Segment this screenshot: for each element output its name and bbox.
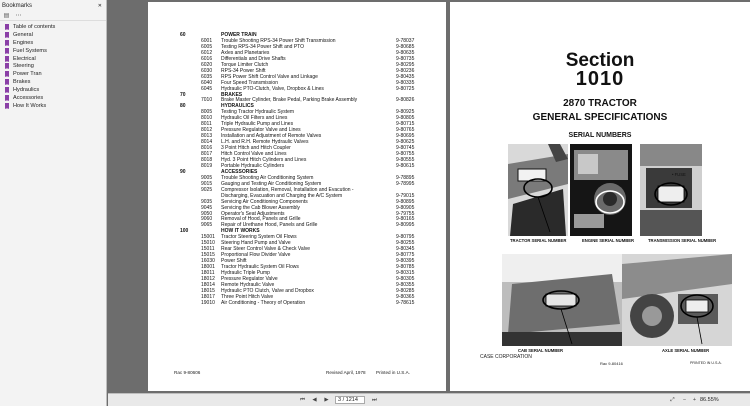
cab-serial-photo bbox=[502, 254, 622, 346]
toc-title: Compressor Isolation, Removal, Installation and Evacution - bbox=[221, 186, 354, 193]
toc-page-number: 9-78995 bbox=[396, 180, 415, 187]
bookmark-options-icon[interactable]: ▤ bbox=[3, 13, 10, 19]
toc-code: 6035 bbox=[201, 73, 213, 80]
next-page-button[interactable]: ▶ bbox=[324, 397, 329, 403]
toc-code: 6020 bbox=[201, 61, 213, 68]
toc-title: Portable Hydraulic Cylinders bbox=[221, 162, 285, 169]
toc-title: 3 Point Hitch and Hitch Coupler bbox=[221, 145, 291, 152]
section-label: Section bbox=[565, 50, 635, 71]
toc-title: L.H. and R.H. Remote Hydraulic Valves bbox=[221, 139, 309, 146]
toc-code: 18015 bbox=[201, 287, 215, 294]
bookmark-item[interactable] bbox=[0, 39, 106, 47]
toc-title: Discharging, Evacuation and Charging the A/C System bbox=[221, 192, 343, 199]
toc-page-number: 9-80995 bbox=[396, 222, 415, 229]
toc-title: Trouble Shooting RPS-34 Power Shift Transmission bbox=[221, 37, 336, 44]
toc-code: 9025 bbox=[201, 186, 213, 193]
bookmark-label: Fuel Systems bbox=[13, 47, 47, 54]
bookmark-icon bbox=[5, 71, 9, 77]
toc-code: 9060 bbox=[201, 216, 213, 223]
toc-code: 8018 bbox=[201, 156, 213, 163]
toc-code: 9005 bbox=[201, 174, 213, 181]
toc-title: RPS-34 Power Shift bbox=[221, 67, 266, 74]
bookmark-icon bbox=[5, 103, 9, 109]
bookmark-label: Steering bbox=[13, 63, 34, 70]
toc-title: Pressure Regulator Valve bbox=[221, 275, 278, 282]
toc-code: 8012 bbox=[201, 127, 213, 134]
zoom-out-button[interactable]: − bbox=[682, 397, 687, 403]
pdf-page-left bbox=[148, 2, 446, 391]
bookmark-icon bbox=[5, 87, 9, 93]
toc-page-number: 9-80775 bbox=[396, 252, 415, 259]
printed-in: Printed in U.S.A. bbox=[376, 370, 410, 375]
transmission-serial-photo bbox=[640, 144, 702, 236]
toc-code: 16030 bbox=[201, 258, 215, 265]
engine-serial-caption: ENGINE SERIAL NUMBER bbox=[582, 238, 635, 243]
bookmark-item[interactable] bbox=[0, 86, 106, 94]
toc-page-number: 9-80745 bbox=[396, 145, 415, 152]
rac-number-right: Rac 9-80416 bbox=[600, 361, 623, 366]
tractor-serial-caption: TRACTOR SERIAL NUMBER bbox=[510, 238, 567, 243]
bookmark-icon bbox=[5, 79, 9, 85]
bookmark-label: Brakes bbox=[13, 79, 31, 86]
toc-code: 8013 bbox=[201, 133, 213, 140]
toc-title: Four Speed Transmission bbox=[221, 79, 278, 86]
toc-code: 6016 bbox=[201, 55, 213, 62]
toc-page-number: 9-80435 bbox=[396, 73, 415, 80]
more-icon[interactable]: ⋯ bbox=[15, 13, 22, 19]
toc-page-number: 9-80925 bbox=[396, 109, 415, 116]
toc-code: 18011 bbox=[201, 270, 215, 276]
bookmark-icon bbox=[5, 63, 9, 69]
toc-page-number: 9-80315 bbox=[396, 270, 415, 276]
toc-page-number: 9-80295 bbox=[396, 61, 415, 68]
toc-page-number: 9-80355 bbox=[396, 281, 415, 288]
toc-title: Servicing Air Conditioning Components bbox=[221, 198, 308, 205]
bookmark-icon bbox=[5, 32, 9, 38]
last-page-button[interactable]: ⏭ bbox=[372, 397, 377, 403]
toc-page-number: 9-80715 bbox=[396, 121, 415, 128]
toc-section-number: 60 bbox=[180, 32, 186, 38]
toc-title: Removal of Hood, Panels and Grille bbox=[221, 216, 301, 223]
toc-page-number: 9-80395 bbox=[396, 258, 415, 265]
toc-section-number: 90 bbox=[180, 168, 186, 175]
toc-code: 9050 bbox=[201, 210, 213, 217]
toc-page-number: 9-80735 bbox=[396, 55, 415, 62]
rac-number: Rac 9-80606 bbox=[174, 370, 201, 375]
bookmark-item[interactable] bbox=[0, 62, 106, 70]
bookmark-icon bbox=[5, 24, 9, 30]
toc-title: Hyd. 3 Point Hitch Cylinders and Lines bbox=[221, 156, 307, 163]
fuse-label: • FUSE bbox=[672, 172, 686, 177]
first-page-button[interactable]: ⏮ bbox=[300, 397, 305, 403]
bookmark-label: General bbox=[13, 31, 33, 38]
toc-section-number: 100 bbox=[180, 228, 189, 235]
toc-title: Steering Hand Pump and Valve bbox=[221, 240, 291, 247]
toc-page-number: 9-80285 bbox=[396, 287, 415, 294]
previous-page-button[interactable]: ◀ bbox=[312, 397, 317, 403]
toc-code: 6005 bbox=[201, 43, 213, 50]
toc-title: Installation and Adjustment of Remote Valves bbox=[221, 133, 322, 140]
bookmark-item[interactable] bbox=[0, 31, 106, 39]
toc-code: 18001 bbox=[201, 264, 215, 271]
bookmark-label: Accessories bbox=[13, 94, 44, 101]
toc-title: Hitch Control Valve and Lines bbox=[221, 151, 287, 157]
toc-title: Repair of Urethane Hood, Panels and Grille bbox=[221, 222, 318, 229]
toc-title: Operator's Seat Adjustments bbox=[221, 210, 285, 217]
toc-page-number: 9-80895 bbox=[396, 198, 415, 205]
pdf-page-right bbox=[450, 2, 750, 391]
bookmark-icon bbox=[5, 40, 9, 46]
toc-page-number: 9-80236 bbox=[396, 67, 415, 74]
bookmark-label: How It Works bbox=[13, 102, 47, 109]
toc-code: 18014 bbox=[201, 281, 215, 288]
bookmark-label: Power Tran bbox=[13, 71, 42, 78]
navigation-toolbar bbox=[108, 393, 750, 406]
toc-page-number: 9-78037 bbox=[396, 37, 415, 44]
toc-title: Servicing the Cab Blower Assembly bbox=[221, 204, 300, 211]
bookmark-label: Electrical bbox=[13, 55, 36, 62]
toc-title: Triple Hydraulic Pump and Lines bbox=[221, 121, 294, 128]
toc-page-number: 9-80826 bbox=[396, 97, 415, 104]
bookmark-item[interactable] bbox=[0, 102, 106, 110]
bookmarks-panel bbox=[0, 0, 107, 406]
close-icon[interactable]: ✕ bbox=[97, 2, 102, 9]
toc-code: 6045 bbox=[201, 85, 213, 92]
toc-code: 6040 bbox=[201, 79, 213, 86]
toc-title: Tractor Hydraulic System Oil Flows bbox=[221, 264, 299, 271]
toc-code: 8011 bbox=[201, 121, 212, 128]
bookmarks-toolbar bbox=[0, 11, 106, 21]
toc-title: Testing Tractor Hydraulic System bbox=[221, 109, 295, 116]
toc-code: 9045 bbox=[201, 204, 213, 211]
toc-code: 15015 bbox=[201, 252, 215, 259]
toc-code: 9035 bbox=[201, 198, 213, 205]
toc-title: BRAKES bbox=[221, 91, 243, 98]
fit-page-icon[interactable]: ⤢ bbox=[670, 397, 675, 403]
axle-serial-photo bbox=[622, 254, 732, 346]
document-view[interactable] bbox=[108, 0, 750, 393]
zoom-level[interactable]: 86.55% bbox=[700, 397, 719, 403]
toc-page-number: 9-80725 bbox=[396, 85, 415, 92]
specs-heading: GENERAL SPECIFICATIONS bbox=[532, 112, 668, 123]
toc-title: ACCESSORIES bbox=[221, 168, 258, 175]
toc-entry bbox=[148, 300, 446, 306]
axle-serial-caption: AXLE SERIAL NUMBER bbox=[662, 348, 710, 353]
toc-code: 8016 bbox=[201, 145, 213, 152]
bookmark-icon bbox=[5, 48, 9, 54]
toc-title: Brake Master Cylinder, Brake Pedal, Parking Brake Assembly bbox=[221, 97, 358, 104]
toc-section-number: 70 bbox=[180, 91, 186, 98]
toc-title: Hydraulic Triple Pump bbox=[221, 270, 270, 276]
toc-code: 18017 bbox=[201, 293, 215, 300]
tractor-serial-photo bbox=[508, 144, 568, 236]
toc-page-number: 9-80165 bbox=[396, 216, 415, 223]
bookmark-item[interactable] bbox=[0, 70, 106, 78]
toc-page-number: 9-80685 bbox=[396, 43, 415, 50]
toc-page-number: 9-80345 bbox=[396, 246, 415, 253]
company-name: CASE CORPORATION bbox=[480, 354, 532, 360]
toc-page-number: 9-80805 bbox=[396, 115, 415, 122]
transmission-serial-caption: TRANSMISSION SERIAL NUMBER bbox=[648, 238, 717, 243]
toc-code: 18012 bbox=[201, 275, 215, 282]
cab-serial-caption: CAB SERIAL NUMBER bbox=[518, 348, 564, 353]
toc-code: 15010 bbox=[201, 240, 215, 247]
toc-title: Hydraulic PTO Clutch, Valve and Dropbox bbox=[221, 287, 314, 294]
toc-title: Three Point Hitch Valve bbox=[221, 293, 274, 300]
toc-page-number: 9-80305 bbox=[396, 275, 415, 282]
tractor-model: 2870 TRACTOR bbox=[563, 98, 637, 109]
bookmark-list bbox=[0, 21, 106, 110]
toc-title: Testing RPS-34 Power Shift and PTO bbox=[221, 43, 305, 50]
toc-code: 7010 bbox=[201, 97, 213, 104]
toc-title: Air Conditioning - Theory of Operation bbox=[221, 299, 306, 306]
toc-code: 6030 bbox=[201, 67, 213, 74]
toc-page-number: 9-80795 bbox=[396, 234, 415, 241]
toc-title: Axles and Planetaries bbox=[221, 49, 270, 56]
bookmarks-header bbox=[0, 0, 106, 11]
toc-title: POWER TRAIN bbox=[221, 32, 257, 38]
toc-page-number: 9-79755 bbox=[396, 210, 415, 217]
toc-page-number: 9-80635 bbox=[396, 49, 415, 56]
toc-code: 8019 bbox=[201, 162, 213, 169]
toc-code: 6001 bbox=[201, 37, 213, 44]
bookmark-item[interactable] bbox=[0, 23, 106, 31]
toc-code: 8014 bbox=[201, 139, 213, 146]
toc-code: 9065 bbox=[201, 222, 213, 229]
bookmark-item[interactable] bbox=[0, 94, 106, 102]
bookmark-label: Table of contents bbox=[13, 23, 56, 30]
toc-page-number: 9-80905 bbox=[396, 204, 415, 211]
toc-title: Hydraulic PTO-Clutch, Valve, Dropbox & Lines bbox=[221, 85, 324, 92]
toc-code: 19010 bbox=[201, 299, 215, 306]
toc-page-number: 9-80255 bbox=[396, 240, 415, 247]
toc-code: 8005 bbox=[201, 109, 213, 116]
toc-page-number: 9-80365 bbox=[396, 293, 415, 300]
revised-date: Revised April, 1978 bbox=[326, 370, 366, 375]
toc-code: 8017 bbox=[201, 151, 213, 157]
page-total: / 1214 bbox=[342, 397, 358, 403]
bookmark-item[interactable] bbox=[0, 78, 106, 86]
toc-page-number: 9-80765 bbox=[396, 127, 415, 134]
bookmark-icon bbox=[5, 56, 9, 62]
toc-page-number: 9-80625 bbox=[396, 139, 415, 146]
toc-page-number: 9-80785 bbox=[396, 264, 415, 271]
bookmark-item[interactable] bbox=[0, 47, 106, 55]
engine-serial-photo bbox=[570, 144, 632, 236]
toc-title: Differentials and Drive Shafts bbox=[221, 55, 286, 62]
toc-title: Torque Limiter Clutch bbox=[221, 61, 269, 68]
toc-page-number: 9-80555 bbox=[396, 156, 415, 163]
current-page: 3 bbox=[338, 397, 342, 403]
bookmark-icon bbox=[5, 95, 9, 101]
toc-page-number: 9-80695 bbox=[396, 133, 415, 140]
toc-title: Rear Steer Control Valve & Check Valve bbox=[221, 246, 311, 253]
toc-title: RPS Power Shift Control Valve and Linkage bbox=[221, 73, 318, 80]
toc-title: Proportional Flow Divider Valve bbox=[221, 252, 291, 259]
bookmark-label: Engines bbox=[13, 39, 34, 46]
toc-page-number: 9-80755 bbox=[396, 151, 415, 157]
page-number-input[interactable] bbox=[335, 396, 365, 404]
toc-page-number: 9-80615 bbox=[396, 162, 415, 169]
serial-heading: SERIAL NUMBERS bbox=[568, 132, 632, 139]
toc-title: Gauging and Testing Air Conditioning System bbox=[221, 180, 322, 187]
toc-title: Pressure Regulator Valve and Lines bbox=[221, 127, 301, 134]
section-number: 1010 bbox=[575, 68, 625, 90]
toc-page-number: 9-80335 bbox=[396, 79, 415, 86]
toc-title: HYDRAULICS bbox=[221, 103, 254, 110]
toc-title: HOW IT WORKS bbox=[221, 228, 260, 235]
toc-title: Trouble Shooting Air Conditioning System bbox=[221, 174, 314, 181]
toc-title: Hydraulic Oil Filters and Lines bbox=[221, 115, 288, 122]
toc-code: 9015 bbox=[201, 180, 213, 187]
toc-code: 15001 bbox=[201, 234, 215, 241]
bookmarks-title: Bookmarks bbox=[2, 2, 33, 9]
printed-in-right: PRINTED IN U.S.A. bbox=[690, 361, 722, 365]
toc-title: Tractor Steering System Oil Flows bbox=[221, 234, 297, 241]
toc-title: Remote Hydraulic Valve bbox=[221, 281, 275, 288]
toc-title: Power Shift bbox=[221, 258, 247, 265]
toc-page-number: 9-79015 bbox=[396, 192, 415, 199]
toc-page-number: 9-78615 bbox=[396, 299, 415, 306]
toc-section-number: 80 bbox=[180, 103, 186, 110]
toc-code: 15011 bbox=[201, 246, 215, 253]
bookmark-item[interactable] bbox=[0, 55, 106, 63]
toc-code: 6012 bbox=[201, 49, 213, 56]
toc-code: 8010 bbox=[201, 115, 213, 122]
toc-page-number: 9-78895 bbox=[396, 174, 415, 181]
zoom-in-button[interactable]: + bbox=[692, 397, 697, 403]
bookmark-label: Hydraulics bbox=[13, 87, 40, 94]
